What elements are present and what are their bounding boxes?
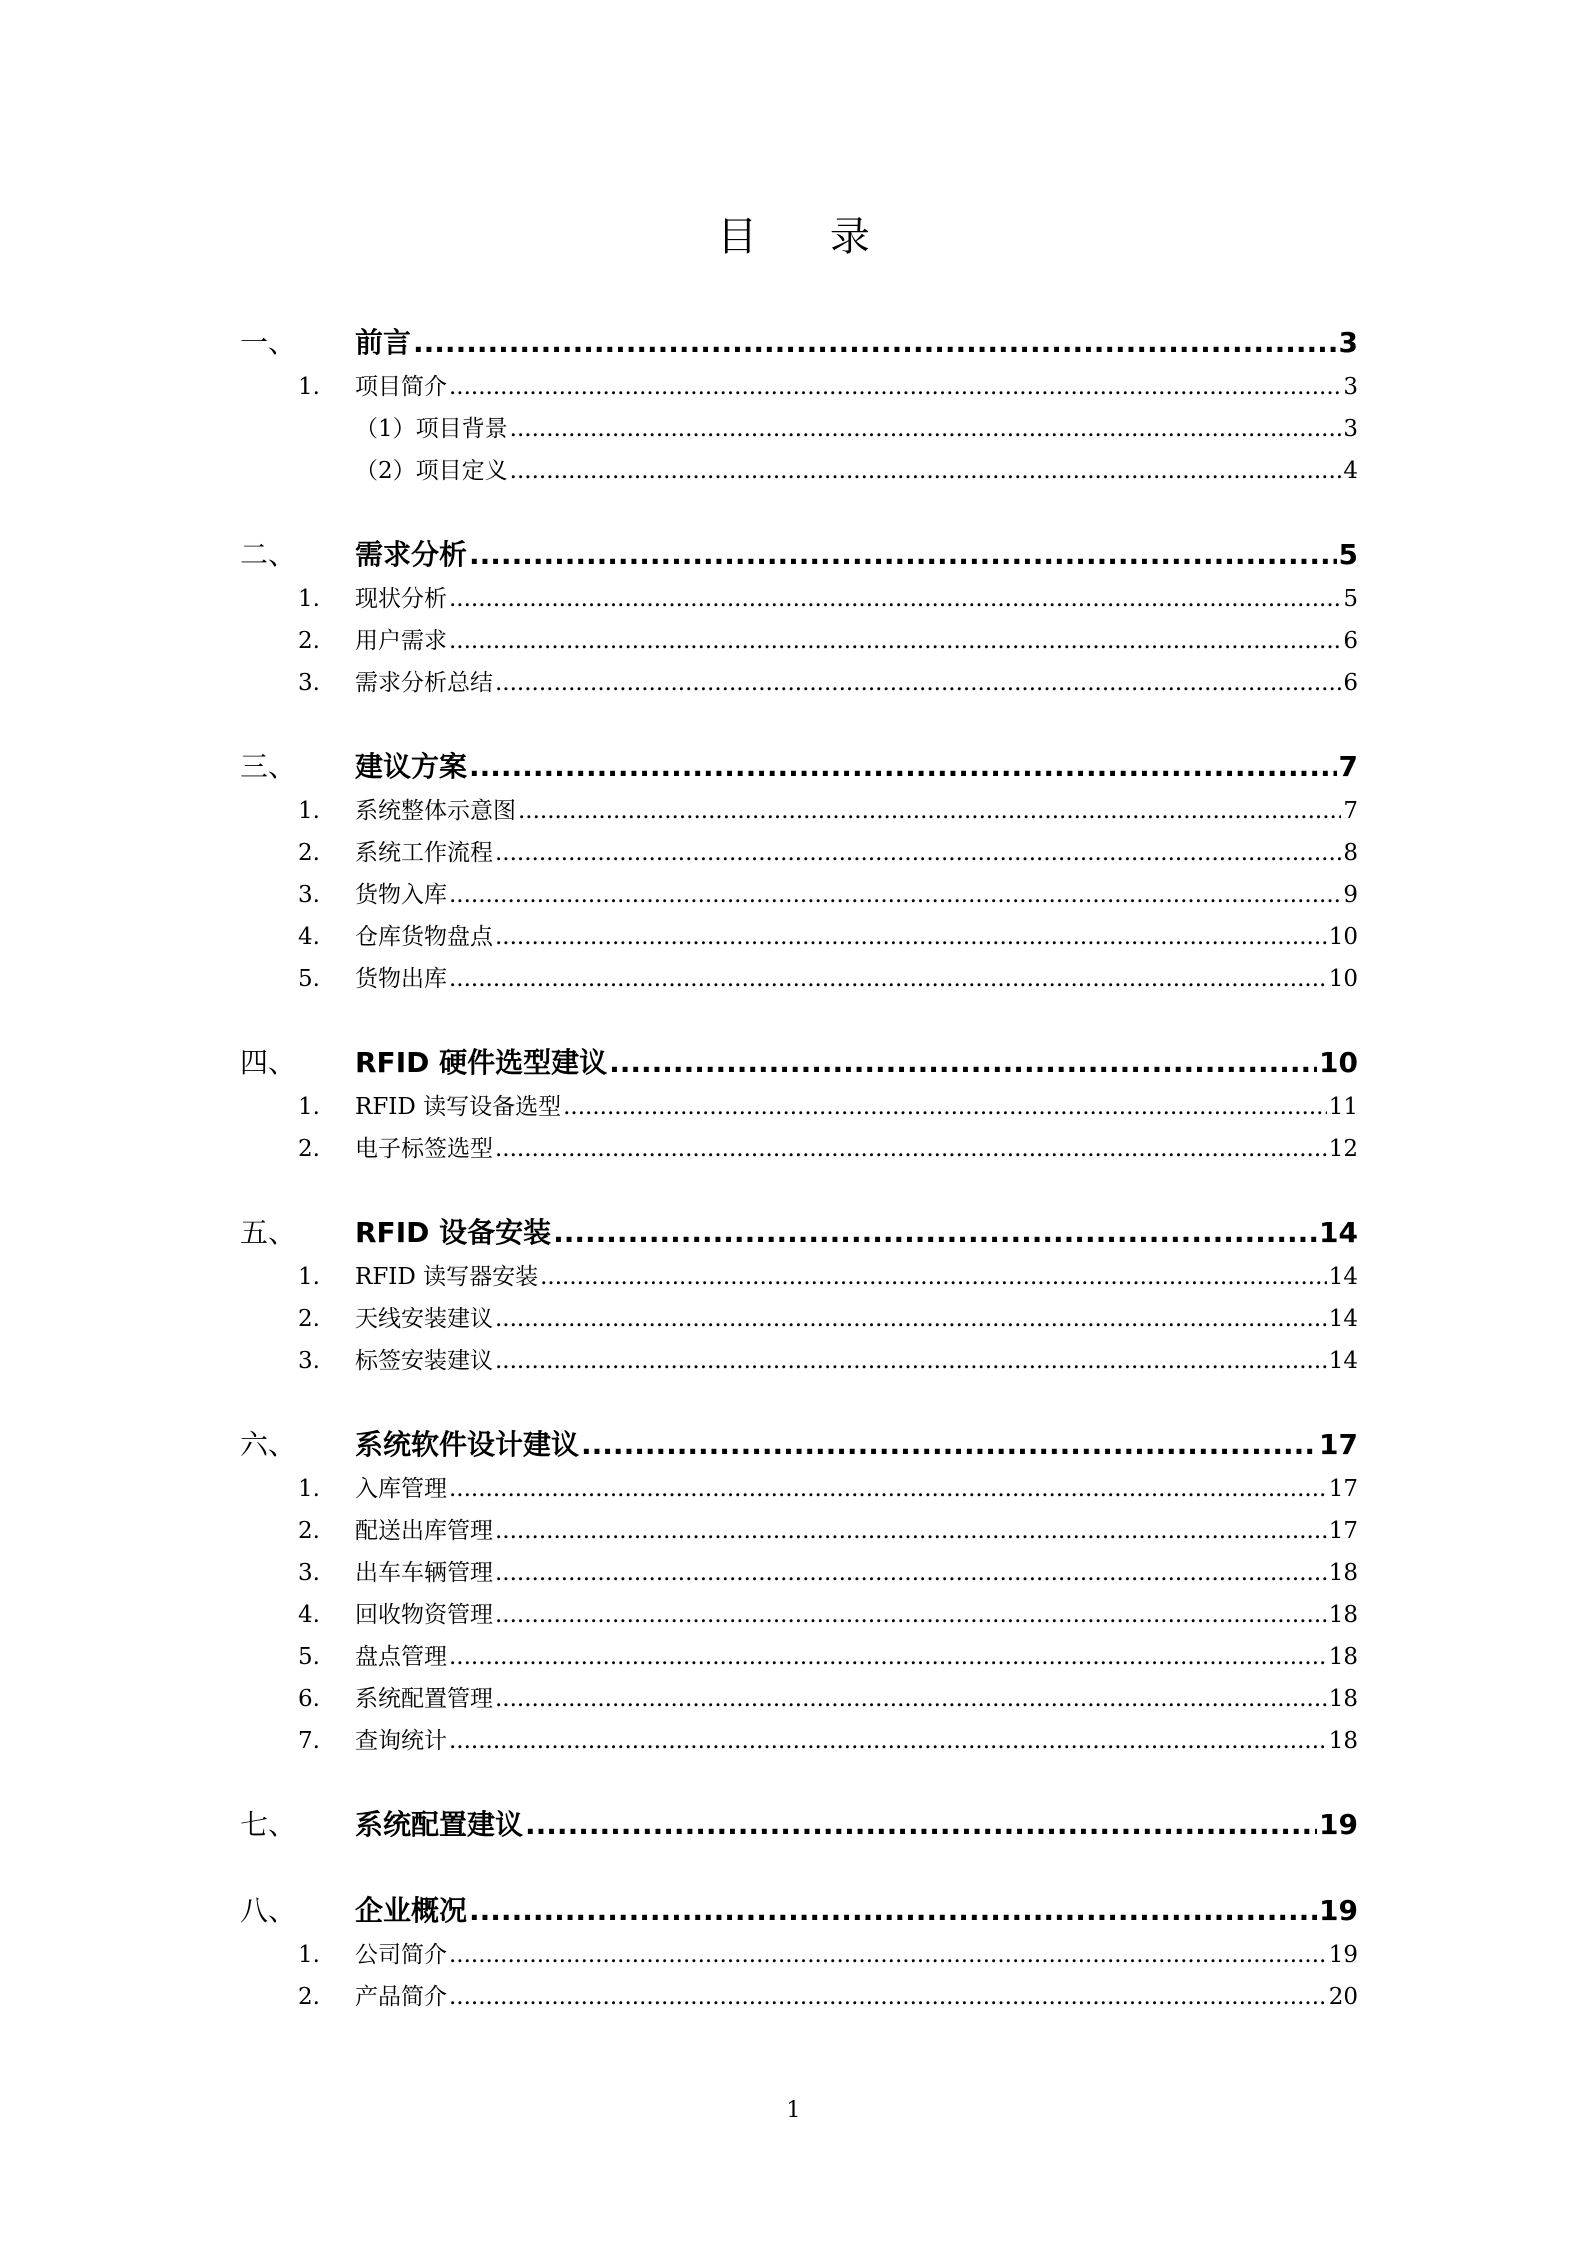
- entry-number: 1.: [298, 1942, 320, 1968]
- toc-chapter-entry[interactable]: [240, 1888, 1358, 1934]
- toc-section-entry[interactable]: [240, 1468, 1358, 1510]
- dot-leader: [540, 1256, 1327, 1298]
- dot-leader: [449, 620, 1341, 662]
- toc-section: [240, 320, 1358, 492]
- dot-leader: [495, 832, 1341, 874]
- entry-number: 3.: [298, 670, 320, 696]
- entry-title: 货物出库: [355, 966, 447, 992]
- toc-section-entry[interactable]: [240, 662, 1358, 704]
- chapter-page-number: 17: [1319, 1428, 1358, 1461]
- dot-leader: [449, 1720, 1327, 1762]
- entry-page-number: 5: [1343, 586, 1358, 612]
- entry-title: 用户需求: [355, 628, 447, 654]
- dot-leader: [449, 366, 1341, 408]
- toc-section-entry[interactable]: [240, 1720, 1358, 1762]
- chapter-number: 四、: [240, 1046, 297, 1079]
- toc-chapter-entry[interactable]: [240, 532, 1358, 578]
- entry-page-number: 14: [1328, 1348, 1358, 1374]
- toc-section-entry[interactable]: [240, 1128, 1358, 1170]
- entry-title: 查询统计: [355, 1728, 447, 1754]
- chapter-title: 前言: [355, 326, 412, 359]
- entry-page-number: 18: [1328, 1728, 1358, 1754]
- chapter-number: 七、: [240, 1808, 297, 1841]
- toc-section: [240, 1210, 1358, 1382]
- chapter-number: 六、: [240, 1428, 297, 1461]
- entry-title: 盘点管理: [355, 1644, 447, 1670]
- page-number: 1: [786, 2098, 801, 2123]
- entry-title: RFID 读写器安装: [355, 1264, 539, 1290]
- chapter-page-number: 5: [1338, 538, 1358, 571]
- dot-leader: [469, 1888, 1317, 1934]
- entry-number: 1.: [298, 798, 320, 824]
- entry-page-number: 8: [1343, 840, 1358, 866]
- entry-title: 系统配置管理: [355, 1686, 493, 1712]
- toc-section-entry[interactable]: [240, 1510, 1358, 1552]
- entry-title: 回收物资管理: [355, 1602, 493, 1628]
- dot-leader: [495, 1128, 1327, 1170]
- entry-page-number: 10: [1328, 924, 1358, 950]
- entry-number: 3.: [298, 1560, 320, 1586]
- chapter-title: 企业概况: [355, 1894, 468, 1927]
- toc-subsection-entry[interactable]: [240, 408, 1358, 450]
- entry-number: 4.: [298, 1602, 320, 1628]
- dot-leader: [449, 958, 1327, 1000]
- toc-section-entry[interactable]: [240, 1086, 1358, 1128]
- toc-section-entry[interactable]: [240, 620, 1358, 662]
- toc-section-entry[interactable]: [240, 832, 1358, 874]
- dot-leader: [563, 1086, 1327, 1128]
- dot-leader: [449, 578, 1341, 620]
- dot-leader: [581, 1422, 1317, 1468]
- entry-page-number: 3: [1343, 416, 1358, 442]
- toc-section: [240, 1888, 1358, 2018]
- entry-page-number: 18: [1328, 1686, 1358, 1712]
- toc-section-entry[interactable]: [240, 1298, 1358, 1340]
- entry-page-number: 14: [1328, 1264, 1358, 1290]
- entry-page-number: 7: [1343, 798, 1358, 824]
- chapter-page-number: 10: [1319, 1046, 1358, 1079]
- toc-section-entry[interactable]: [240, 1976, 1358, 2018]
- entry-page-number: 17: [1328, 1476, 1358, 1502]
- entry-number: 2.: [298, 1136, 320, 1162]
- chapter-number: 八、: [240, 1894, 297, 1927]
- dot-leader: [449, 1636, 1327, 1678]
- toc-section: [240, 1040, 1358, 1170]
- entry-number: 2.: [298, 628, 320, 654]
- toc-section-entry[interactable]: [240, 790, 1358, 832]
- chapter-number: 二、: [240, 538, 297, 571]
- entry-title: 出车车辆管理: [355, 1560, 493, 1586]
- entry-number: 7.: [298, 1728, 320, 1754]
- entry-page-number: 12: [1328, 1136, 1358, 1162]
- entry-number: 1.: [298, 586, 320, 612]
- entry-number: 5.: [298, 966, 320, 992]
- entry-page-number: 19: [1328, 1942, 1358, 1968]
- toc-section-entry[interactable]: [240, 1934, 1358, 1976]
- entry-title: 产品简介: [355, 1984, 447, 2010]
- toc-section: [240, 532, 1358, 704]
- entry-number: 1.: [298, 1264, 320, 1290]
- entry-number: 3.: [298, 882, 320, 908]
- toc-section-entry[interactable]: [240, 958, 1358, 1000]
- toc-chapter-entry[interactable]: [240, 1040, 1358, 1086]
- toc-chapter-entry[interactable]: [240, 744, 1358, 790]
- toc-section-entry[interactable]: [240, 874, 1358, 916]
- dot-leader: [510, 408, 1342, 450]
- entry-title: 货物入库: [355, 882, 447, 908]
- chapter-title: 系统配置建议: [355, 1808, 524, 1841]
- chapter-number: 五、: [240, 1216, 297, 1249]
- table-of-contents: [240, 320, 1358, 2058]
- toc-section-entry[interactable]: [240, 1256, 1358, 1298]
- entry-page-number: 18: [1328, 1602, 1358, 1628]
- toc-section-entry[interactable]: [240, 1636, 1358, 1678]
- entry-title: 系统工作流程: [355, 840, 493, 866]
- chapter-title: 建议方案: [355, 750, 468, 783]
- chapter-page-number: 19: [1319, 1894, 1358, 1927]
- dot-leader: [495, 662, 1341, 704]
- dot-leader: [495, 1594, 1327, 1636]
- entry-title: 公司简介: [355, 1942, 447, 1968]
- entry-page-number: 11: [1328, 1094, 1358, 1120]
- toc-chapter-entry[interactable]: [240, 1422, 1358, 1468]
- entry-title: 仓库货物盘点: [355, 924, 493, 950]
- entry-title: RFID 读写设备选型: [355, 1094, 562, 1120]
- entry-number: 2.: [298, 1984, 320, 2010]
- entry-title: 天线安装建议: [355, 1306, 493, 1332]
- dot-leader: [449, 1976, 1327, 2018]
- toc-section-entry[interactable]: [240, 366, 1358, 408]
- entry-number: 2.: [298, 840, 320, 866]
- entry-page-number: 9: [1343, 882, 1358, 908]
- entry-title: 项目简介: [355, 374, 447, 400]
- dot-leader: [449, 1934, 1327, 1976]
- toc-section-entry[interactable]: [240, 916, 1358, 958]
- chapter-page-number: 19: [1319, 1808, 1358, 1841]
- chapter-page-number: 3: [1338, 326, 1358, 359]
- entry-page-number: 6: [1343, 670, 1358, 696]
- entry-title: 电子标签选型: [355, 1136, 493, 1162]
- toc-chapter-entry[interactable]: [240, 1802, 1358, 1848]
- dot-leader: [495, 916, 1327, 958]
- entry-number: 2.: [298, 1306, 320, 1332]
- toc-section-entry[interactable]: [240, 578, 1358, 620]
- entry-title: 配送出库管理: [355, 1518, 493, 1544]
- toc-section-entry[interactable]: [240, 1340, 1358, 1382]
- entry-title: （2）项目定义: [355, 458, 508, 484]
- toc-section-entry[interactable]: [240, 1552, 1358, 1594]
- entry-page-number: 20: [1328, 1984, 1358, 2010]
- entry-number: 6.: [298, 1686, 320, 1712]
- toc-chapter-entry[interactable]: [240, 320, 1358, 366]
- dot-leader: [518, 790, 1341, 832]
- chapter-page-number: 14: [1319, 1216, 1358, 1249]
- entry-title: 入库管理: [355, 1476, 447, 1502]
- chapter-page-number: 7: [1338, 750, 1358, 783]
- toc-subsection-entry[interactable]: [240, 450, 1358, 492]
- entry-page-number: 18: [1328, 1560, 1358, 1586]
- entry-number: 1.: [298, 374, 320, 400]
- entry-number: 2.: [298, 1518, 320, 1544]
- toc-section: [240, 1422, 1358, 1762]
- dot-leader: [449, 1468, 1327, 1510]
- entry-title: 系统整体示意图: [355, 798, 516, 824]
- chapter-number: 一、: [240, 326, 297, 359]
- toc-section-entry[interactable]: [240, 1678, 1358, 1720]
- entry-number: 1.: [298, 1476, 320, 1502]
- entry-number: 3.: [298, 1348, 320, 1374]
- dot-leader: [525, 1802, 1317, 1848]
- dot-leader: [609, 1040, 1317, 1086]
- chapter-title: RFID 设备安装: [355, 1216, 552, 1249]
- dot-leader: [469, 744, 1337, 790]
- dot-leader: [553, 1210, 1317, 1256]
- entry-title: 标签安装建议: [355, 1348, 493, 1374]
- entry-number: 4.: [298, 924, 320, 950]
- toc-section: [240, 1802, 1358, 1848]
- chapter-title: RFID 硬件选型建议: [355, 1046, 608, 1079]
- entry-number: 5.: [298, 1644, 320, 1670]
- entry-page-number: 14: [1328, 1306, 1358, 1332]
- entry-title: 需求分析总结: [355, 670, 493, 696]
- chapter-title: 系统软件设计建议: [355, 1428, 580, 1461]
- entry-title: 现状分析: [355, 586, 447, 612]
- dot-leader: [495, 1298, 1327, 1340]
- entry-title: （1）项目背景: [355, 416, 508, 442]
- dot-leader: [469, 532, 1337, 578]
- entry-number: 1.: [298, 1094, 320, 1120]
- entry-page-number: 18: [1328, 1644, 1358, 1670]
- entry-page-number: 4: [1343, 458, 1358, 484]
- page-title: 目 录: [717, 214, 900, 260]
- dot-leader: [495, 1552, 1327, 1594]
- entry-page-number: 10: [1328, 966, 1358, 992]
- entry-page-number: 3: [1343, 374, 1358, 400]
- chapter-number: 三、: [240, 750, 297, 783]
- dot-leader: [413, 320, 1337, 366]
- dot-leader: [495, 1678, 1327, 1720]
- dot-leader: [495, 1340, 1327, 1382]
- entry-page-number: 17: [1328, 1518, 1358, 1544]
- dot-leader: [495, 1510, 1327, 1552]
- dot-leader: [449, 874, 1341, 916]
- entry-page-number: 6: [1343, 628, 1358, 654]
- chapter-title: 需求分析: [355, 538, 468, 571]
- toc-chapter-entry[interactable]: [240, 1210, 1358, 1256]
- dot-leader: [510, 450, 1342, 492]
- toc-section: [240, 744, 1358, 1000]
- toc-section-entry[interactable]: [240, 1594, 1358, 1636]
